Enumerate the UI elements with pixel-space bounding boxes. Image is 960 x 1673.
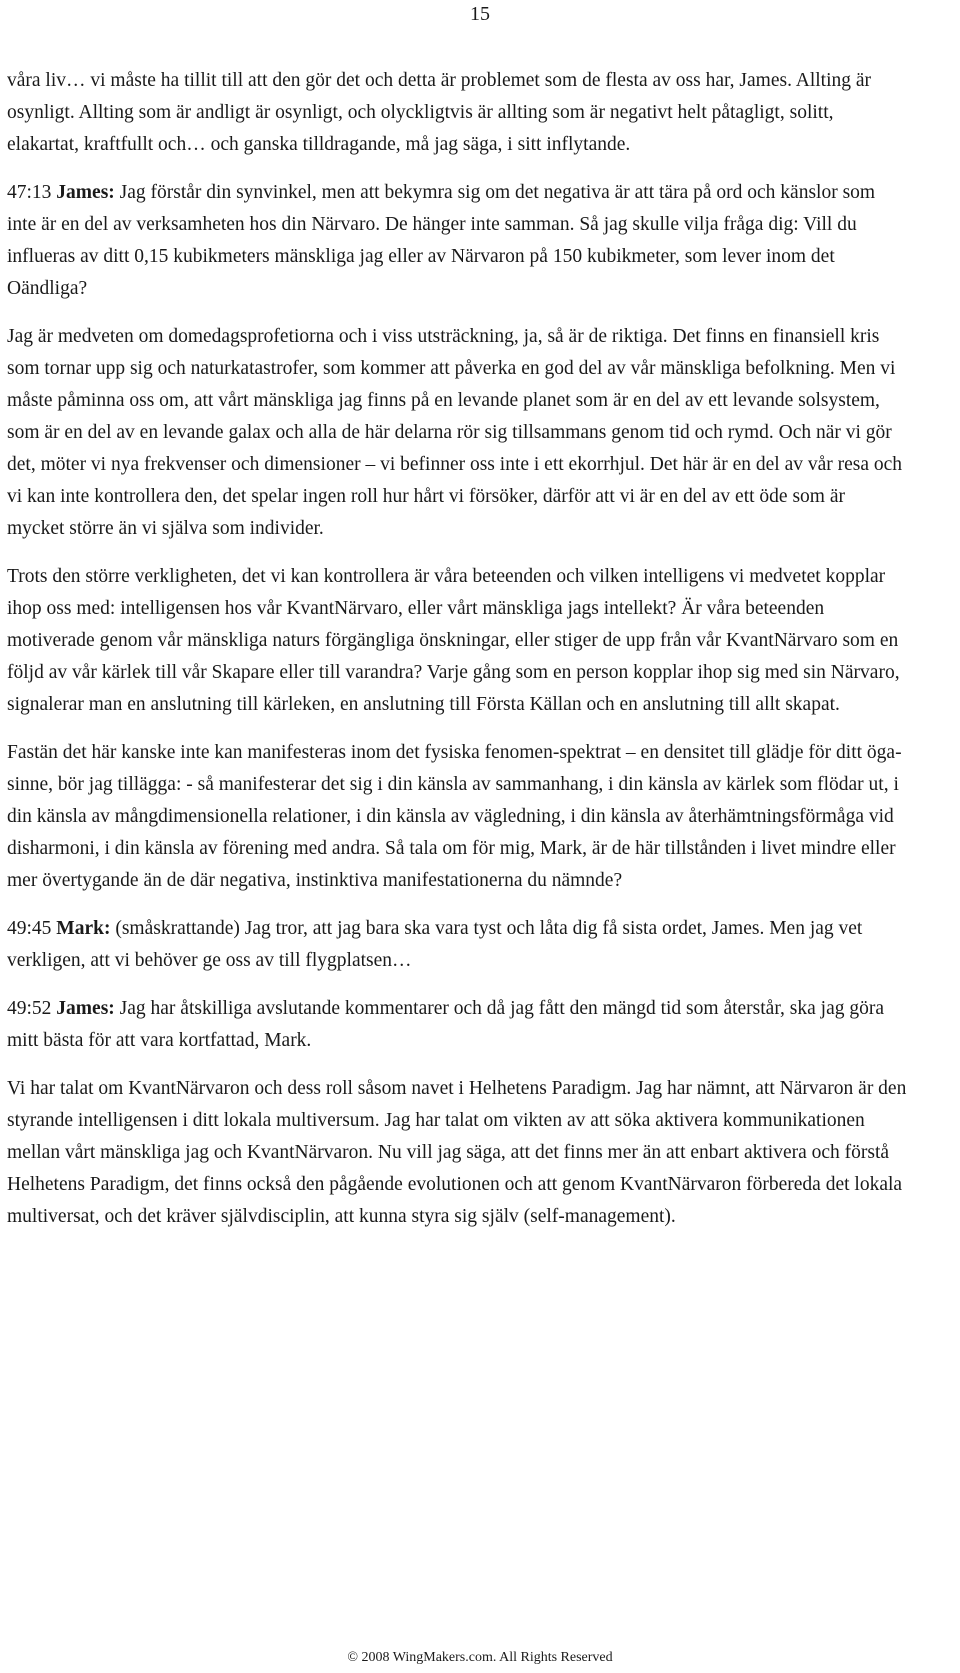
paragraph-text: våra liv… vi måste ha tillit till att den gör det och detta är problemet som de flesta av oss har, James. Allting är osynligt. Allting som är andligt är osynligt, och olyckligtvis är allting som är negativt helt påtagligt, solitt, elakartat, kraftfullt och… och ganska tilldragande, må jag säga, i sitt inflytande. xyxy=(7,70,872,155)
paragraph-7 xyxy=(7,993,907,1057)
copyright-footer: © 2008 WingMakers.com. All Rights Reserved xyxy=(347,1650,613,1665)
timestamp: 49:52 xyxy=(7,998,52,1019)
paragraph-4 xyxy=(7,561,907,721)
paragraph-6 xyxy=(7,913,907,977)
paragraph-5 xyxy=(7,737,907,897)
paragraph-text: Fastän det här kanske inte kan manifesteras inom det fysiska fenomen-spektrat – en densitet till glädje för ditt öga-sinne, bör jag tillägga: - så manifesterar det sig i din känsla av sammanhang, i din känsla av kärlek som flödar ut, i din känsla av mångdimensionella relationer, i din känsla av vägledning, i din känsla av återhämtningsförmåga vid disharmoni, i din känsla av förening med andra. Så tala om för mig, Mark, är de här tillstånden i livet mindre eller mer övertygande än de där negativa, instinktiva manifestationerna du nämnde? xyxy=(7,742,902,891)
paragraph-text: Jag är medveten om domedagsprofetiorna och i viss utsträckning, ja, så är de riktiga. Det finns en finansiell kris som tornar upp sig och naturkatastrofer, som kommer att påverka en god del av vår mänskliga befolkning. Men vi måste påminna oss om, att vårt mänskliga jag finns på en levande planet som är en del av ett levande solsystem, som är en del av en levande galax och alla de här delarna rör sig tillsammans genom tid och rymd. Och när vi gör det, möter vi nya frekvenser och dimensioner – vi befinner oss inte i ett ekorrhjul. Det här är en del av vår resa och vi kan inte kontrollera den, det spelar ingen roll hur hårt vi försöker, därför att vi är en del av ett öde som är mycket större än vi själva som individer. xyxy=(7,326,903,539)
paragraph-3 xyxy=(7,321,907,545)
paragraph-text: Jag har åtskilliga avslutande kommentarer och då jag fått den mängd tid som återstår, ska jag göra mitt bästa för att vara kortfattad, Mark. xyxy=(7,998,885,1051)
paragraph-2 xyxy=(7,177,907,305)
timestamp: 47:13 xyxy=(7,182,52,203)
speaker-name: James: xyxy=(56,998,115,1019)
paragraph-text: Trots den större verkligheten, det vi kan kontrollera är våra beteenden och vilken intelligens vi medvetet kopplar ihop oss med: intelligensen hos vår KvantNärvaro, eller vårt mänskliga jags intellekt? Är våra beteenden motiverade genom vår mänskliga naturs förgängliga önskningar, eller stiger de upp från vår KvantNärvaro som en följd av vår kärlek till vår Skapare eller till varandra? Varje gång som en person kopplar ihop sig med sin Närvaro, signalerar man en anslutning till kärleken, en anslutning till Första Källan och en anslutning till allt skapat. xyxy=(7,566,900,715)
speaker-name: Mark: xyxy=(56,918,111,939)
timestamp: 49:45 xyxy=(7,918,52,939)
paragraph-text: Jag förstår din synvinkel, men att bekymra sig om det negativa är att tära på ord och känslor som inte är en del av verksamheten hos din Närvaro. De hänger inte samman. Så jag skulle vilja fråga dig: Vill du influeras av ditt 0,15 kubikmeters mänskliga jag eller av Närvaron på 150 kubikmeter, som lever inom det Oändliga? xyxy=(7,182,876,299)
paragraph-text: (småskrattande) Jag tror, att jag bara ska vara tyst och låta dig få sista ordet, James. Men jag vet verkligen, att vi behöver ge oss av till flygplatsen… xyxy=(7,918,863,971)
speaker-name: James: xyxy=(56,182,115,203)
document-body xyxy=(7,65,907,1249)
page-number: 15 xyxy=(470,3,490,25)
paragraph-8 xyxy=(7,1073,907,1233)
paragraph-1 xyxy=(7,65,907,161)
paragraph-text: Vi har talat om KvantNärvaron och dess roll såsom navet i Helhetens Paradigm. Jag har nämnt, att Närvaron är den styrande intelligensen i ditt lokala multiversum. Jag har talat om vikten av att söka aktivera kommunikationen mellan vårt mänskliga jag och KvantNärvaron. Nu vill jag säga, att det finns mer än att enbart aktivera och förstå Helhetens Paradigm, det finns också den pågående evolutionen och att genom KvantNärvaron förbereda det lokala multiversat, och det kräver självdisciplin, att kunna styra sig själv (self-management). xyxy=(7,1078,907,1227)
